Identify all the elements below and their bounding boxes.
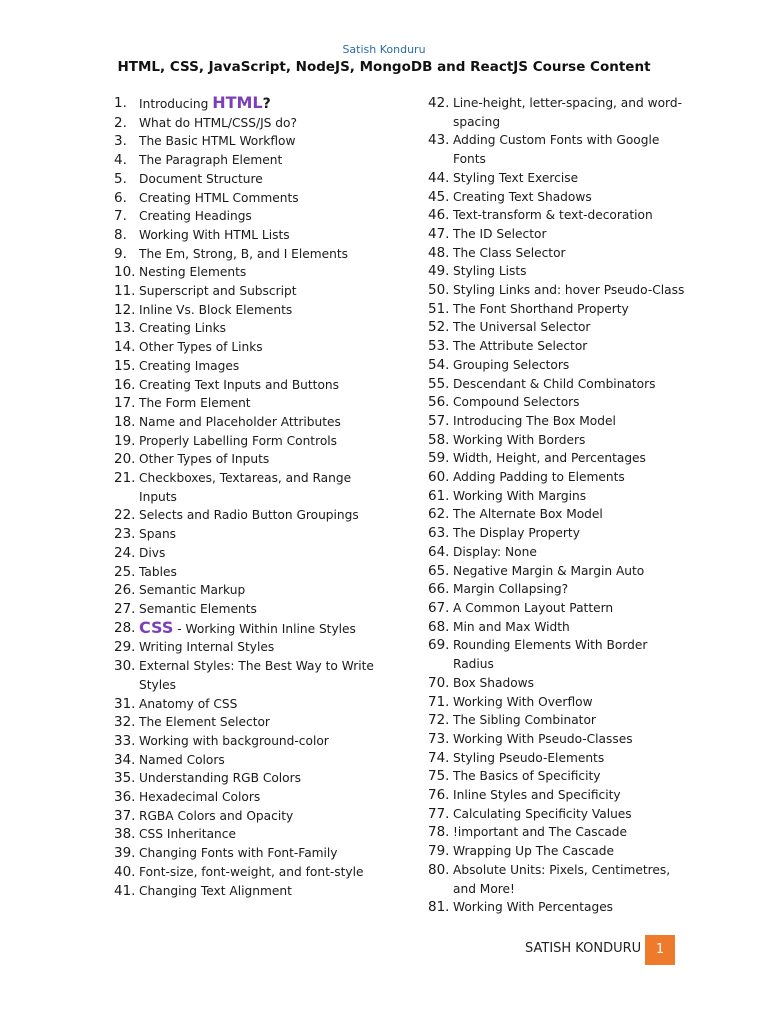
list-item <box>114 638 374 657</box>
item-label: The Basics of Specificity <box>453 769 601 784</box>
list-item <box>428 693 688 712</box>
list-item <box>114 189 374 208</box>
item-label: The Element Selector <box>139 715 270 730</box>
item-label: !important and The Cascade <box>453 825 628 840</box>
item-number: 51. <box>428 300 450 317</box>
list-item <box>428 805 688 824</box>
list-item <box>114 581 374 600</box>
item-label: Adding Padding to Elements <box>453 470 625 485</box>
item-number: 16. <box>114 376 136 393</box>
item-number: 73. <box>428 730 450 747</box>
item-number: 41. <box>114 882 136 899</box>
list-item <box>428 861 688 898</box>
item-number: 69. <box>428 637 450 654</box>
item-label: Line-height, letter-spacing, and word-spacing <box>453 96 682 129</box>
item-number: 81. <box>428 899 450 916</box>
list-item <box>114 525 374 544</box>
item-number: 53. <box>428 338 450 355</box>
list-item <box>114 432 374 451</box>
item-label: RGBA Colors and Opacity <box>139 808 294 823</box>
list-item <box>428 449 688 468</box>
item-label: The Em, Strong, B, and I Elements <box>139 246 348 261</box>
list-item <box>428 823 688 842</box>
document-title: HTML, CSS, JavaScript, NodeJS, MongoDB and ReactJS Course Content <box>117 59 651 75</box>
list-item <box>114 263 374 282</box>
item-number: 55. <box>428 375 450 392</box>
list-item <box>114 245 374 264</box>
list-item <box>428 356 688 375</box>
item-number: 4. <box>114 152 127 169</box>
item-label: The Font Shorthand Property <box>453 301 629 316</box>
item-number: 80. <box>428 861 450 878</box>
item-number: 59. <box>428 450 450 467</box>
item-label: Anatomy of CSS <box>139 696 238 711</box>
item-label: Document Structure <box>139 171 263 186</box>
list-item <box>428 393 688 412</box>
item-label: Creating HTML Comments <box>139 190 299 205</box>
item-number: 34. <box>114 751 136 768</box>
item-number: 75. <box>428 768 450 785</box>
list-item <box>114 751 374 770</box>
item-label: Checkboxes, Textareas, and Range Inputs <box>139 471 352 504</box>
list-item <box>428 636 688 673</box>
author-name: Satish Konduru <box>342 43 426 56</box>
list-item <box>428 599 688 618</box>
item-number: 37. <box>114 807 136 824</box>
list-item <box>114 882 374 901</box>
item-number: 28. <box>114 619 136 636</box>
item-label: Creating Headings <box>139 209 252 224</box>
item-label: Width, Height, and Percentages <box>453 451 646 466</box>
list-item <box>428 898 688 917</box>
item-number: 52. <box>428 319 450 336</box>
item-label: Semantic Elements <box>139 601 257 616</box>
item-label: Properly Labelling Form Controls <box>139 433 338 448</box>
list-item <box>428 244 688 263</box>
list-item <box>428 131 688 168</box>
item-label: Display: None <box>453 544 537 559</box>
item-number: 56. <box>428 394 450 411</box>
item-number: 42. <box>428 95 450 111</box>
item-label: Tables <box>139 564 177 579</box>
list-item <box>114 563 374 582</box>
item-label: Grouping Selectors <box>453 357 570 372</box>
item-label: Styling Text Exercise <box>453 170 579 185</box>
item-label-suffix: ? <box>262 96 271 112</box>
item-number: 18. <box>114 413 136 430</box>
item-label: The ID Selector <box>453 226 547 241</box>
item-label: Changing Text Alignment <box>139 883 292 898</box>
item-number: 66. <box>428 581 450 598</box>
list-item <box>428 730 688 749</box>
item-label: Font-size, font-weight, and font-style <box>139 864 364 879</box>
item-label: Absolute Units: Pixels, Centimetres, and More! <box>453 862 671 896</box>
item-label: Introducing The Box Model <box>453 413 616 428</box>
list-item <box>428 375 688 394</box>
list-item <box>428 94 688 131</box>
list-item <box>428 674 688 693</box>
item-label: Understanding RGB Colors <box>139 771 301 786</box>
list-item <box>114 769 374 788</box>
item-label: Superscript and Subscript <box>139 284 297 299</box>
list-item <box>114 469 374 506</box>
item-label: Margin Collapsing? <box>453 582 569 597</box>
item-label-prefix: Introducing <box>139 97 213 111</box>
list-item <box>114 544 374 563</box>
list-item <box>428 318 688 337</box>
item-number: 48. <box>428 244 450 261</box>
item-number: 76. <box>428 787 450 804</box>
item-label: Inline Styles and Specificity <box>453 788 621 803</box>
list-item <box>114 713 374 732</box>
list-item <box>114 207 374 226</box>
item-label: Text-transform & text-decoration <box>453 208 653 223</box>
item-label: Inline Vs. Block Elements <box>139 302 293 317</box>
item-label: Other Types of Links <box>139 340 263 355</box>
list-item <box>114 619 374 639</box>
item-number: 7. <box>114 208 127 225</box>
item-number: 45. <box>428 188 450 205</box>
item-label: Working with background-color <box>139 733 329 748</box>
list-item <box>114 413 374 432</box>
item-label: The Attribute Selector <box>453 339 588 354</box>
item-number: 2. <box>114 114 127 131</box>
item-label: The Universal Selector <box>453 320 591 335</box>
item-number: 23. <box>114 526 136 543</box>
item-label: Working With HTML Lists <box>139 227 290 242</box>
item-number: 46. <box>428 207 450 224</box>
item-label: Working With Borders <box>453 432 586 447</box>
list-item <box>114 170 374 189</box>
list-item <box>428 431 688 450</box>
item-number: 13. <box>114 320 136 337</box>
item-number: 8. <box>114 226 127 243</box>
item-label: External Styles: The Best Way to Write Styles <box>139 659 374 692</box>
list-item <box>114 132 374 151</box>
item-number: 30. <box>114 658 136 675</box>
item-number: 64. <box>428 543 450 560</box>
item-label: Creating Text Inputs and Buttons <box>139 377 339 392</box>
item-number: 50. <box>428 282 450 299</box>
item-number: 26. <box>114 582 136 599</box>
item-number: 68. <box>428 618 450 635</box>
item-number: 62. <box>428 506 450 523</box>
item-number: 1. <box>114 95 127 111</box>
list-item <box>428 281 688 300</box>
item-label: Divs <box>139 545 166 560</box>
item-number: 61. <box>428 487 450 504</box>
item-number: 21. <box>114 470 136 487</box>
item-number: 12. <box>114 301 136 318</box>
item-label: The Alternate Box Model <box>453 507 603 522</box>
item-number: 5. <box>114 170 127 187</box>
list-item <box>114 450 374 469</box>
item-label: The Basic HTML Workflow <box>139 134 296 149</box>
list-item <box>114 357 374 376</box>
item-label: Creating Links <box>139 321 227 336</box>
item-label: Named Colors <box>139 752 225 767</box>
item-number: 3. <box>114 133 127 150</box>
item-label: Working With Margins <box>453 488 587 503</box>
item-number: 19. <box>114 432 136 449</box>
item-number: 36. <box>114 789 136 806</box>
item-number: 38. <box>114 826 136 843</box>
item-number: 65. <box>428 562 450 579</box>
list-item <box>114 282 374 301</box>
item-label: Working With Percentages <box>453 900 614 915</box>
item-label: The Paragraph Element <box>139 153 283 168</box>
list-item <box>114 114 374 133</box>
list-item <box>114 394 374 413</box>
item-label: CSS Inheritance <box>139 827 236 842</box>
item-number: 70. <box>428 674 450 691</box>
list-item <box>114 301 374 320</box>
list-item <box>114 732 374 751</box>
item-number: 54. <box>428 356 450 373</box>
item-label: Creating Text Shadows <box>453 189 592 204</box>
item-number: 49. <box>428 263 450 280</box>
list-item <box>114 151 374 170</box>
list-item <box>114 376 374 395</box>
item-number: 47. <box>428 225 450 242</box>
item-label: Box Shadows <box>453 675 534 690</box>
section-heading: HTML <box>212 93 263 112</box>
item-number: 78. <box>428 824 450 841</box>
item-number: 20. <box>114 451 136 468</box>
item-number: 31. <box>114 695 136 712</box>
item-number: 6. <box>114 189 127 206</box>
item-label: Name and Placeholder Attributes <box>139 414 341 429</box>
list-item <box>428 412 688 431</box>
item-number: 57. <box>428 412 450 429</box>
list-item <box>114 319 374 338</box>
list-item <box>428 580 688 599</box>
item-number: 43. <box>428 132 450 149</box>
item-number: 32. <box>114 714 136 731</box>
item-number: 10. <box>114 264 136 281</box>
item-label: The Class Selector <box>453 245 566 260</box>
item-number: 15. <box>114 357 136 374</box>
item-label: Wrapping Up The Cascade <box>453 844 614 859</box>
item-label: Spans <box>139 527 177 542</box>
page-number-badge: 1 <box>645 935 675 965</box>
item-label: Styling Pseudo-Elements <box>453 750 605 765</box>
list-item <box>114 844 374 863</box>
list-item <box>428 505 688 524</box>
item-label: Adding Custom Fonts with Google Fonts <box>453 133 660 167</box>
item-label: Changing Fonts with Font-Family <box>139 846 338 861</box>
item-number: 22. <box>114 507 136 524</box>
item-label: Calculating Specificity Values <box>453 806 632 821</box>
item-number: 39. <box>114 845 136 862</box>
item-number: 60. <box>428 469 450 486</box>
item-number: 27. <box>114 600 136 617</box>
item-label: Rounding Elements With Border Radius <box>453 638 648 672</box>
item-label: Min and Max Width <box>453 619 570 634</box>
item-number: 25. <box>114 563 136 580</box>
item-label: Compound Selectors <box>453 395 580 410</box>
item-number: 33. <box>114 732 136 749</box>
list-item <box>428 225 688 244</box>
course-list-left <box>114 94 374 900</box>
footer-author: SATISH KONDURU <box>525 941 642 956</box>
list-item <box>114 788 374 807</box>
item-number: 17. <box>114 395 136 412</box>
item-label: Negative Margin & Margin Auto <box>453 563 645 578</box>
list-item <box>428 487 688 506</box>
item-label: Hexadecimal Colors <box>139 790 261 805</box>
item-label: Creating Images <box>139 358 240 373</box>
list-item <box>428 300 688 319</box>
list-item <box>428 786 688 805</box>
list-item <box>428 618 688 637</box>
list-item <box>114 94 374 114</box>
item-number: 72. <box>428 712 450 729</box>
list-item <box>114 863 374 882</box>
section-heading: CSS <box>139 617 174 637</box>
item-number: 11. <box>114 283 136 300</box>
item-number: 14. <box>114 339 136 356</box>
item-label: Working With Overflow <box>453 694 593 709</box>
item-label: The Form Element <box>139 396 251 411</box>
list-item <box>114 657 374 694</box>
item-number: 44. <box>428 169 450 186</box>
list-item <box>114 825 374 844</box>
item-number: 71. <box>428 693 450 710</box>
item-number: 35. <box>114 770 136 787</box>
item-label: The Display Property <box>453 526 580 541</box>
list-item <box>428 749 688 768</box>
item-label: Working With Pseudo-Classes <box>453 731 633 746</box>
list-item <box>114 338 374 357</box>
list-item <box>428 562 688 581</box>
item-number: 67. <box>428 599 450 616</box>
item-label: Semantic Markup <box>139 583 246 598</box>
course-list-right <box>428 94 688 917</box>
item-label: The Sibling Combinator <box>453 713 596 728</box>
list-item <box>114 600 374 619</box>
item-label: Descendant & Child Combinators <box>453 376 656 391</box>
item-number: 79. <box>428 843 450 860</box>
list-item <box>114 506 374 525</box>
item-label: Writing Internal Styles <box>139 640 275 655</box>
list-item <box>428 543 688 562</box>
item-number: 24. <box>114 544 136 561</box>
list-item <box>114 226 374 245</box>
list-item <box>428 842 688 861</box>
list-item <box>428 188 688 207</box>
item-number: 40. <box>114 863 136 880</box>
list-item <box>114 807 374 826</box>
item-number: 29. <box>114 639 136 656</box>
list-item <box>428 711 688 730</box>
item-label: Selects and Radio Button Groupings <box>139 508 359 523</box>
list-item <box>428 767 688 786</box>
item-label: Nesting Elements <box>139 265 247 280</box>
item-label-suffix: - Working Within Inline Styles <box>173 621 356 636</box>
item-label: Styling Lists <box>453 264 527 279</box>
list-item <box>428 169 688 188</box>
item-label: Styling Links and: hover Pseudo-Class <box>453 283 685 298</box>
item-number: 58. <box>428 431 450 448</box>
item-number: 77. <box>428 805 450 822</box>
item-number: 9. <box>114 245 127 262</box>
item-label: What do HTML/CSS/JS do? <box>139 115 297 130</box>
item-number: 63. <box>428 525 450 542</box>
list-item <box>428 206 688 225</box>
list-item <box>428 262 688 281</box>
item-number: 74. <box>428 749 450 766</box>
item-label: Other Types of Inputs <box>139 452 270 467</box>
list-item <box>428 337 688 356</box>
list-item <box>114 695 374 714</box>
list-item <box>428 524 688 543</box>
item-label: A Common Layout Pattern <box>453 600 614 615</box>
list-item <box>428 468 688 487</box>
